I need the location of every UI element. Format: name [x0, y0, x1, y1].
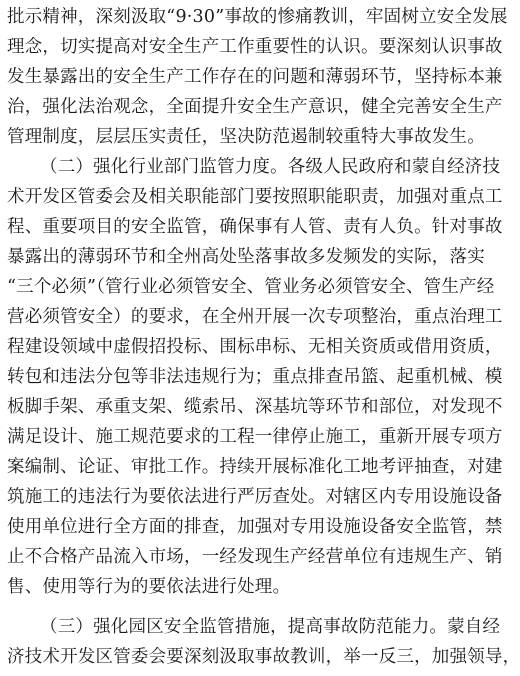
- text-line-18: 使用单位进行全方面的排查，加强对专用设施设备安全监管，禁: [7, 517, 503, 537]
- text-line-15: 满足设计、施工规范要求的工程一律停止施工，重新开展专项方: [7, 427, 503, 447]
- text-line-14: 板脚手架、承重支架、缆索吊、深基坑等环节和部位，对发现不: [7, 397, 503, 417]
- text-line-13: 转包和违法分包等非法违规行为；重点排查吊篮、起重机械、模: [7, 367, 503, 387]
- section-heading-3: （三）强化园区安全监管措施，提高事故防范能力。蒙自经: [40, 617, 501, 637]
- text-line-1: 批示精神，深刻汲取“9·30”事故的惨痛教训，牢固树立安全发展: [7, 7, 508, 27]
- text-line-20: 售、使用等行为的要依法进行处理。: [7, 577, 291, 597]
- text-line-4: 治，强化法治观念，全面提升安全生产意识，健全完善安全生产: [7, 97, 503, 117]
- text-line-8: 程、重要项目的安全监管，确保事有人管、责有人负。针对事故: [7, 217, 503, 237]
- text-line-19: 止不合格产品流入市场，一经发现生产经营单位有违规生产、销: [7, 547, 503, 567]
- text-line-3: 发生暴露出的安全生产工作存在的问题和薄弱环节，坚持标本兼: [7, 67, 503, 87]
- text-line-5: 管理制度，层层压实责任，坚决防范遏制较重特大事故发生。: [7, 127, 485, 147]
- text-line-7: 术开发区管委会及相关职能部门要按照职能职责，加强对重点工: [7, 187, 503, 207]
- text-line-12: 程建设领域中虚假招投标、围标串标、无相关资质或借用资质，: [7, 337, 503, 357]
- text-line-9: 暴露出的薄弱环节和全州高处坠落事故多发频发的实际，落实: [7, 247, 485, 267]
- text-line-11: 营必须管安全）的要求，在全州开展一次专项整治，重点治理工: [7, 307, 503, 327]
- text-line-17: 筑施工的违法行为要依法进行严厉查处。对辖区内专用设施设备: [7, 487, 503, 507]
- text-line-2: 理念，切实提高对安全生产工作重要性的认识。要深刻认识事故: [7, 37, 503, 57]
- text-line-16: 案编制、论证、审批工作。持续开展标准化工地考评抽查，对建: [7, 457, 503, 477]
- text-line-10: “三个必须”（管行业必须管安全、管业务必须管安全、管生产经: [7, 277, 495, 297]
- text-line-22: 济技术开发区管委会要深刻汲取事故教训，举一反三，加强领导，: [7, 647, 520, 667]
- section-heading-2: （二）强化行业部门监管力度。各级人民政府和蒙自经济技: [40, 157, 501, 177]
